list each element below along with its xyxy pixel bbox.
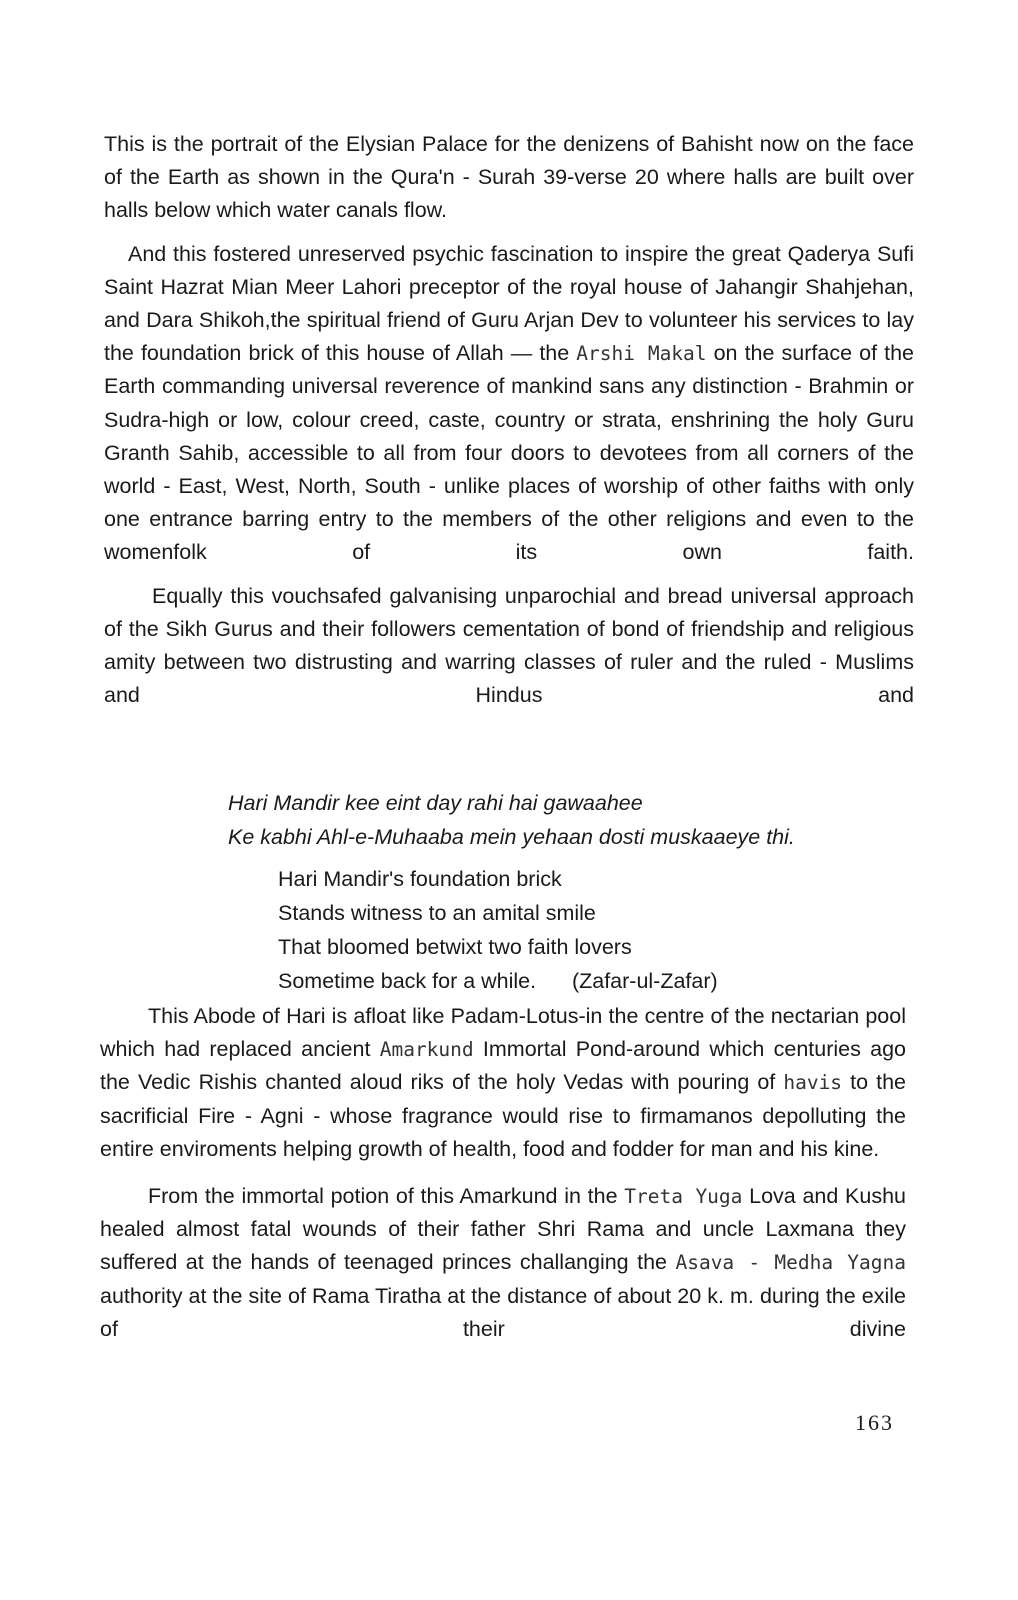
term-havis: havis (783, 1071, 843, 1095)
text-run: Lova and Kushu healed almost fatal wounds of their father Shri Rama and uncle Laxmana they suffered at the hands of teenaged princes challanging the (100, 1184, 906, 1275)
translation-line-4: Sometime back for a while. (Zafar-ul-Zafar) (278, 969, 718, 993)
text-run: Immortal Pond-around which centuries ago the Vedic Rishis chanted aloud riks of the holy Vedas with pouring of (100, 1037, 906, 1095)
translation-line-2: Stands witness to an amital smile (278, 901, 596, 925)
text-run: From the immortal potion of this Amarkund in the (148, 1184, 625, 1209)
text-run: to the sacrificial Fire - Agni - whose fragrance would rise to firmamanos depolluting the entire enviroments helping growth of health, food and fodder for man and his kine. (100, 1070, 906, 1161)
term-arshi-makal: Arshi Makal (576, 342, 707, 366)
paragraph-immortal-potion (100, 1180, 906, 1346)
verse-line-2: Ke kabhi Ahl-e-Muhaaba mein yehaan dosti muskaaeye thi. (228, 825, 795, 849)
paragraph-equally: Equally this vouchsafed galvanising unparochial and bread universal approach of the Sikh Gurus and their followers cementation of bond of friendship and religious amity between two distrusting and warring classes of ruler and the ruled - Muslims and Hindus and (104, 583, 914, 708)
paragraph-block-2 (100, 1000, 906, 1346)
text-run: authority at the site of Rama Tiratha at the distance of about 20 k. m. during the exile of their divine (100, 1283, 906, 1341)
translation-line-3: That bloomed betwixt two faith lovers (278, 935, 632, 959)
text-run: This Abode of Hari is afloat like Padam-Lotus-in the centre of the nectarian pool which had replaced ancient (100, 1004, 906, 1062)
translation-line-1: Hari Mandir's foundation brick (278, 867, 562, 891)
page-number: 163 (855, 1410, 894, 1435)
text-run: on the surface of the Earth commanding universal reverence of mankind sans any distinction - Brahmin or Sudra-high or low, colour creed, caste, country or strata, enshrining the holy Guru Granth Sahib, accessible to all from four doors to devotees from all corners of the world - East, West, North, South - unlike places of worship of other faiths with only one entrance barring entry to the members of the other religions and even to the womenfolk of its own faith. (104, 341, 914, 565)
paragraph-block-1 (104, 128, 914, 712)
paragraph-arshi-makal (104, 238, 914, 570)
term-asava-medha-yagna: Asava - Medha Yagna (675, 1251, 907, 1275)
term-amarkund: Amarkund (379, 1038, 474, 1062)
paragraph-elysian-palace: This is the portrait of the Elysian Palace for the denizens of Bahisht now on the face of the Earth as shown in the Qura'n - Surah 39-verse 20 where halls are built over halls below which water canals flow. (104, 132, 914, 223)
term-treta-yuga: Treta Yuga (624, 1185, 743, 1209)
paragraph-abode-of-hari (100, 1000, 906, 1166)
verse-line-1: Hari Mandir kee eint day rahi hai gawaahee (228, 791, 643, 815)
text-run: And this fostered unreserved psychic fascination to inspire the great Qaderya Sufi Saint Hazrat Mian Meer Lahori preceptor of the royal house of Jahangir Shahjehan, and Dara Shikoh,the spiritual friend of Guru Arjan Dev to volunteer his services to lay the foundation brick of this house of Allah — the (104, 241, 914, 366)
